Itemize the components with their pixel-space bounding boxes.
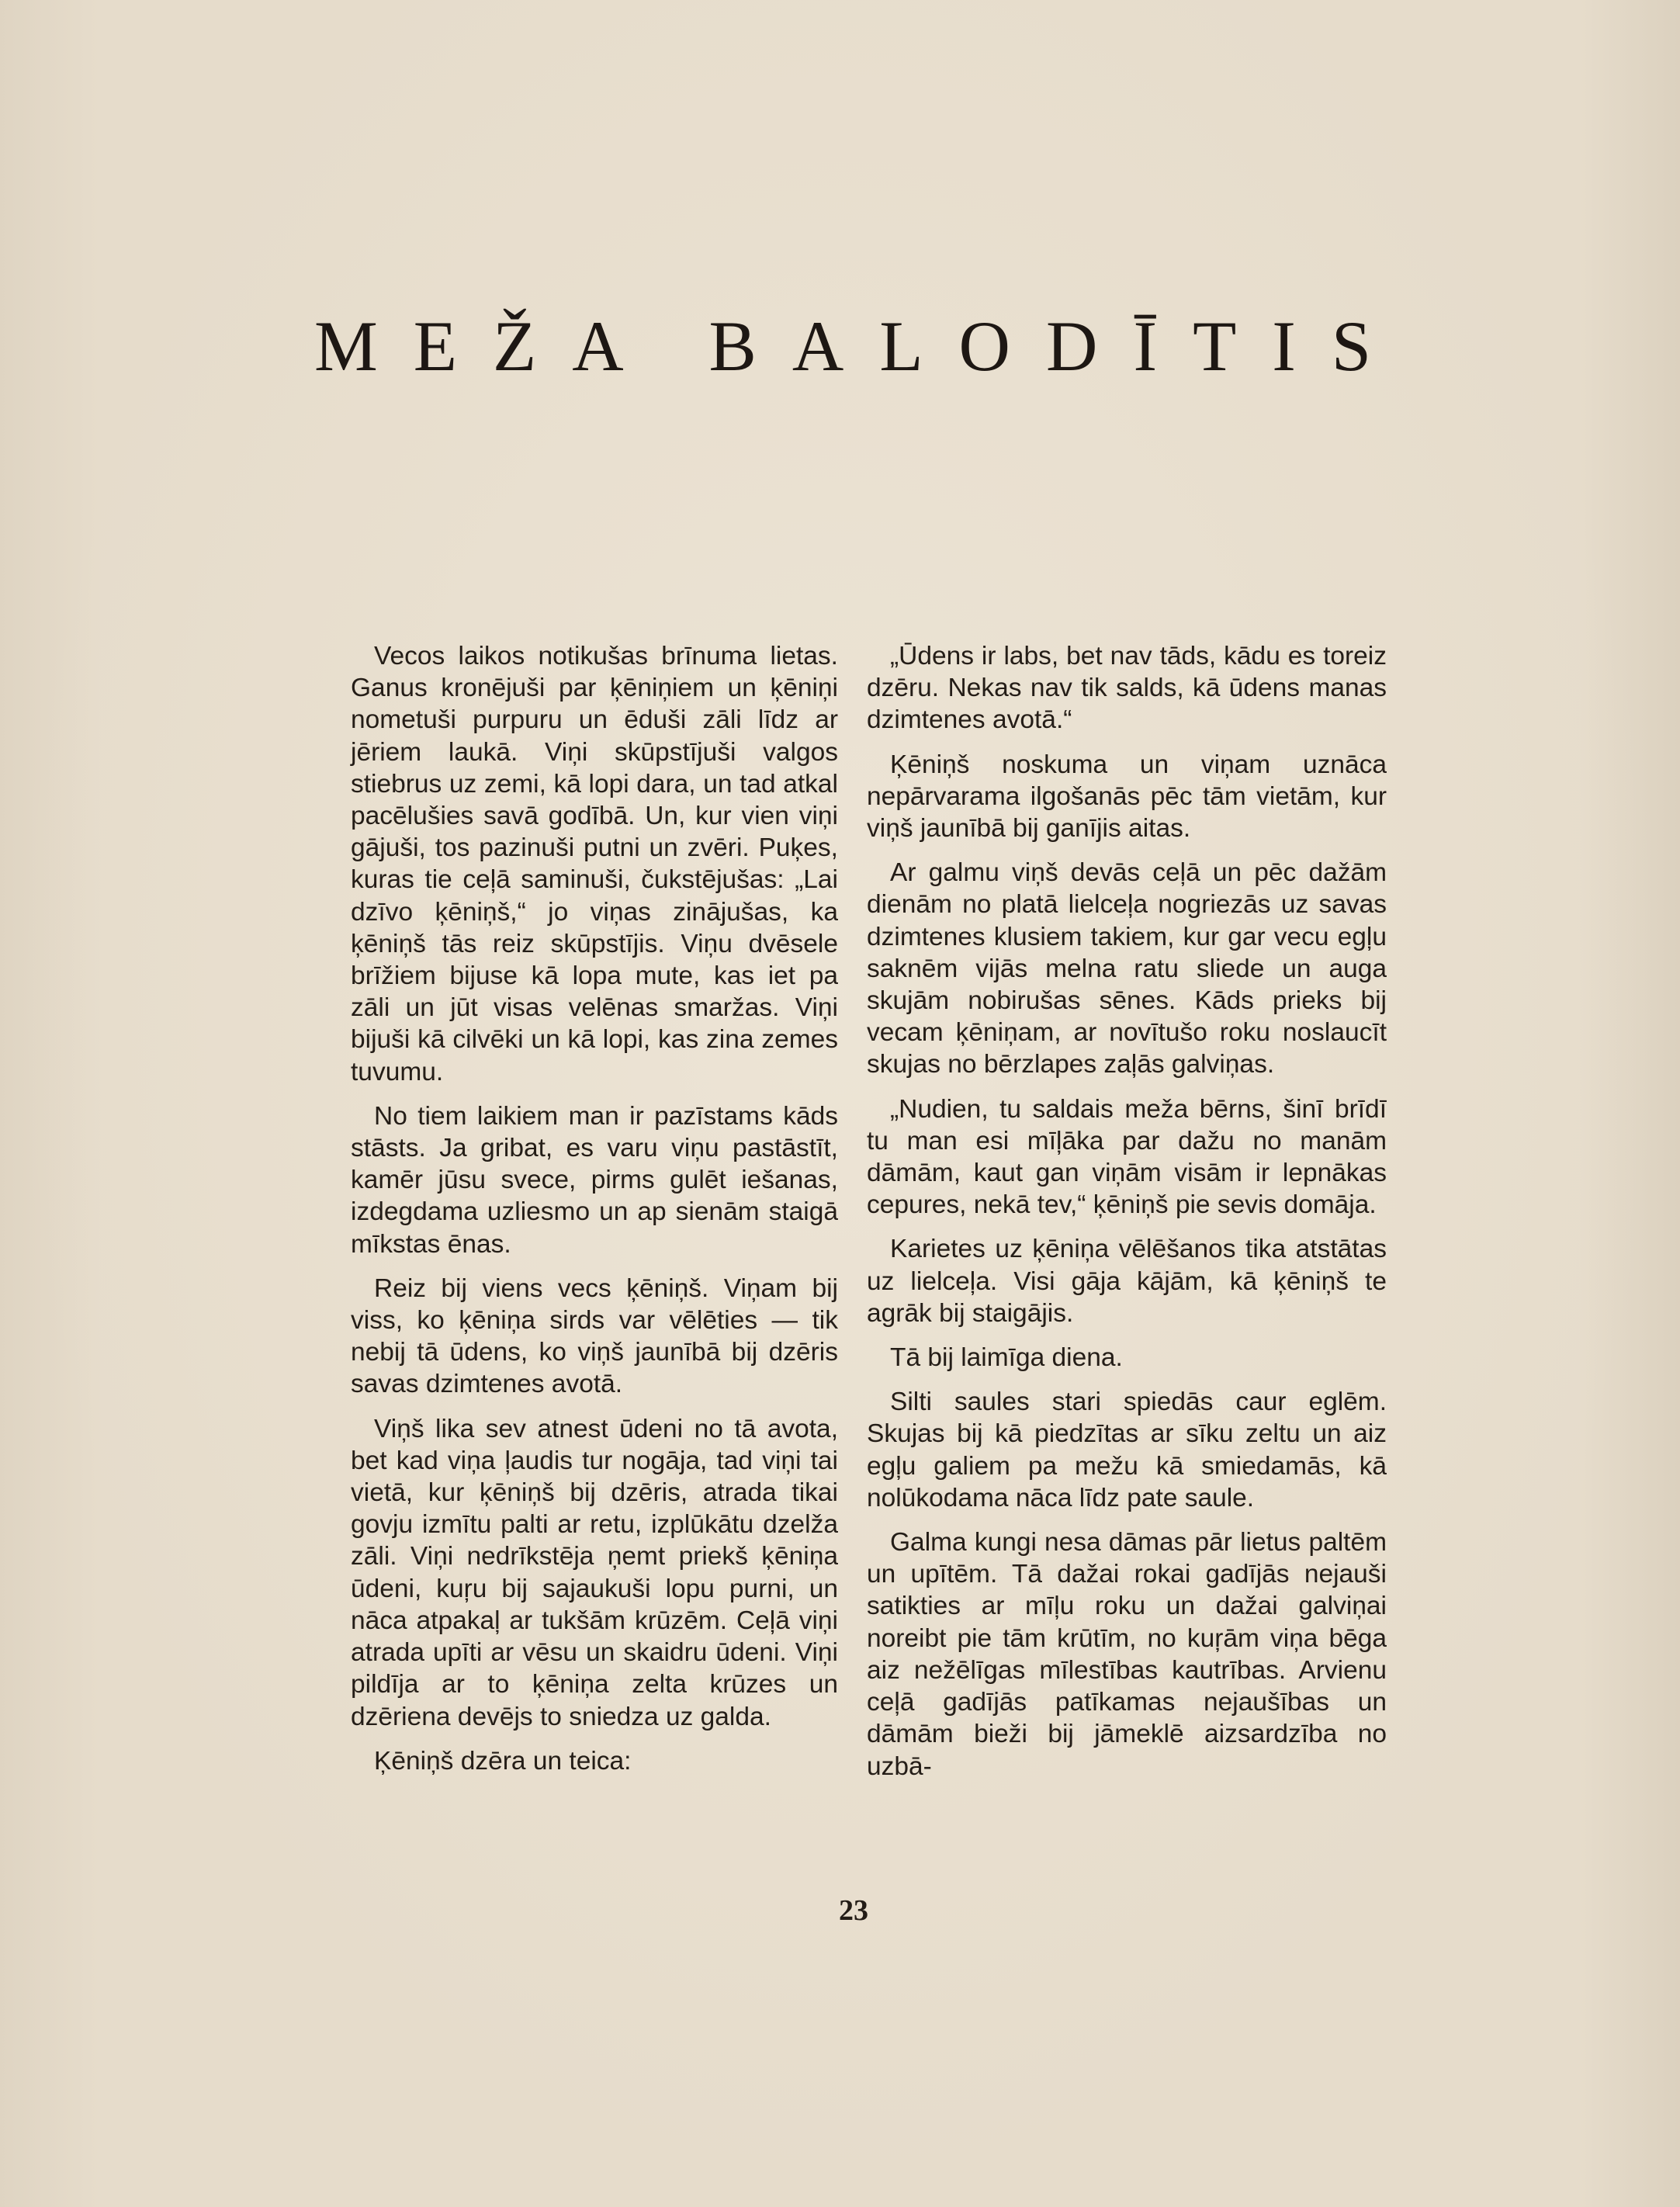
paragraph: „Nudien, tu saldais meža bērns, šinī brīdī tu man esi mīļāka par dažu no manām dāmām, kaut gan viņām visām ir lepnākas cepures, nekā tev,“ ķēniņš pie sevis domāja. [867,1094,1387,1220]
chapter-title: MEŽA BALODĪTIS [314,307,1408,386]
paragraph: No tiem laikiem man ir pazīstams kāds stāsts. Ja gribat, es varu viņu pastāstīt, kamēr jūsu svece, pirms gulēt iešanas, izdegdama uzliesmo un ap sienām staigā mīkstas ēnas. [351,1101,838,1259]
right-text-column [867,640,1387,1795]
paragraph: Vecos laikos notikušas brīnuma lietas. Ganus kronējuši par ķēniņiem un ķēniņi nometuši purpuru un ēduši zāli līdz ar jēriem laukā. Viņi skūpstījuši valgos stiebrus uz zemi, kā lopi dara, un tad atkal pacēlušies savā godībā. Un, kur vien viņi gājuši, tos pazinuši putni un zvēri. Puķes, kuras tie ceļā saminuši, čukstējušas: „Lai dzīvo ķēniņš,“ jo viņas zinājušas, ka ķēniņš tās reiz skūpstījis. Viņu dvēsele brīžiem bijuse kā lopa mute, kas iet pa zāli un jūt visas velēnas smaržas. Viņi bijuši kā cilvēki un kā lopi, kas zina zemes tuvumu. [351,642,838,1086]
paragraph: Tā bij laimīga diena. [890,1343,1123,1373]
paragraph: „Ūdens ir labs, bet nav tāds, kādu es toreiz dzēru. Nekas nav tik salds, kā ūdens manas dzimtenes avotā.“ [867,642,1387,735]
paragraph: Viņš lika sev atnest ūdeni no tā avota, bet kad viņa ļaudis tur nogāja, tad viņi tai vietā, kur ķēniņš bij dzēris, atrada tikai govju izmītu palti ar retu, izplūkātu dzelža zāli. Viņi nedrīkstēja ņemt priekš ķēniņa ūdeni, kuŗu bij sajaukuši lopu purni, un nāca atpakaļ ar tukšām krūzēm. Ceļā viņi atrada upīti ar vēsu un skaidru ūdeni. Viņi pildīja ar to ķēniņa zelta krūzes un dzēriena devējs to sniedza uz galda. [351,1414,838,1731]
paragraph: Ķēniņš dzēra un teica: [374,1746,632,1776]
paragraph: Ķēniņš noskuma un viņam uznāca nepārvarama ilgošanās pēc tām vietām, kur viņš jaunībā bij ganījis aitas. [867,750,1387,844]
paragraph: Ar galmu viņš devās ceļā un pēc dažām dienām no platā lielceļa nogriezās uz savas dzimtenes klusiem takiem, kur gar vecu egļu saknēm vijās melna ratu sliede un auga skujām nobirušas sēnes. Kāds prieks bij vecam ķēniņam, ar novītušo roku noslaucīt skujas no bērzlapes zaļās galviņas. [867,858,1387,1079]
left-text-column [351,640,838,1790]
paragraph: Silti saules stari spiedās caur eglēm. Skujas bij kā piedzītas ar sīku zeltu un aiz egļu galiem pa mežu kā smiedamās, kā nolūkodama nāca līdz pate saule. [867,1388,1387,1512]
page-number: 23 [839,1894,868,1927]
paragraph: Reiz bij viens vecs ķēniņš. Viņam bij viss, ko ķēniņa sirds var vēlēties — tik nebij tā ūdens, ko viņš jaunībā bij dzēris savas dzimtenes avotā. [351,1273,838,1399]
paragraph: Galma kungi nesa dāmas pār lietus paltēm un upītēm. Tā dažai rokai gadījās nejauši satikties ar mīļu roku un dažai galviņai noreibt pie tām krūtīm, no kuŗām viņa bēga aiz nežēlīgas mīlestības kautrības. Arvienu ceļā gadījās patīkamas nejaušības un dāmām bieži bij jāmeklē aizsardzība no uzbā- [867,1528,1387,1781]
paragraph: Karietes uz ķēniņa vēlēšanos tika atstātas uz lielceļa. Visi gāja kājām, kā ķēniņš te agrāk bij staigājis. [867,1235,1387,1328]
